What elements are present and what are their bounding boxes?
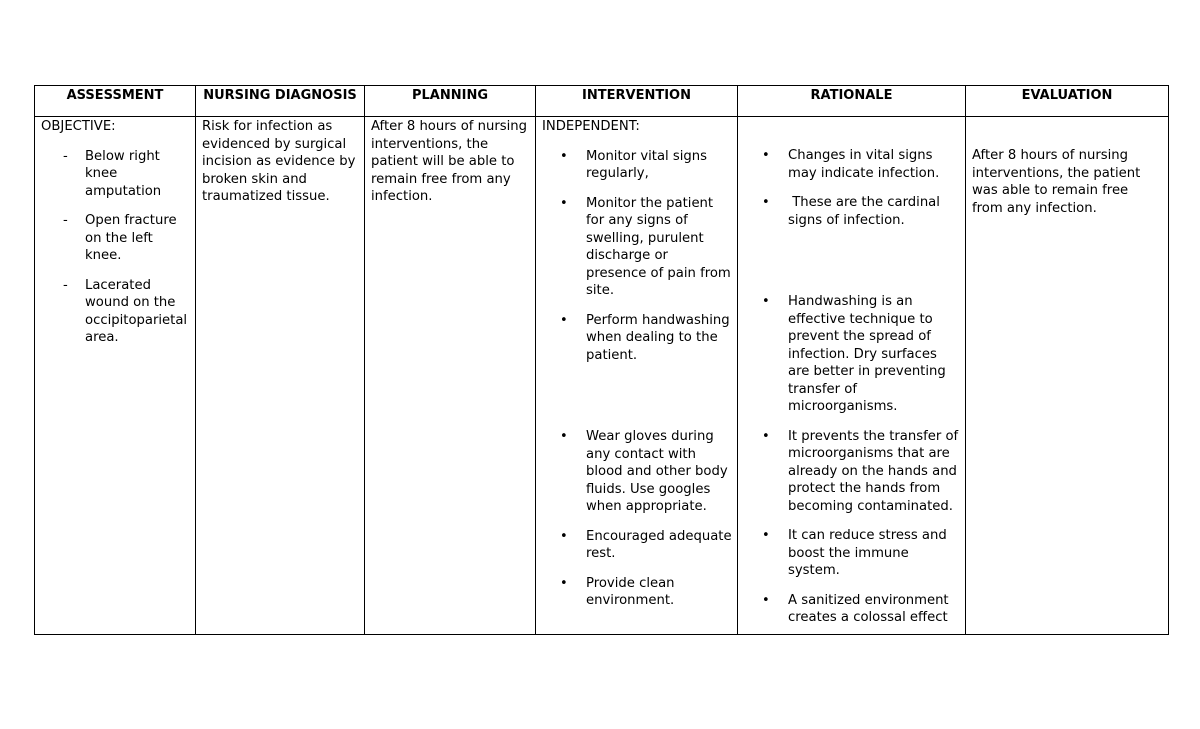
nursing-care-plan bbox=[34, 85, 1168, 635]
header-rationale: RATIONALE bbox=[738, 86, 966, 117]
header-planning: PLANNING bbox=[365, 86, 536, 117]
diagnosis-text: Risk for infection as evidenced by surgical incision as evidence by broken skin and traumatized tissue. bbox=[202, 119, 356, 204]
bullet-marker: • bbox=[762, 592, 770, 608]
rationale-cell bbox=[738, 117, 966, 635]
list-item: - Open fracture on the left knee. bbox=[63, 213, 177, 263]
list-item: • Encouraged adequate rest. bbox=[560, 528, 732, 561]
bullet-marker: • bbox=[560, 312, 568, 328]
content-row bbox=[35, 117, 1169, 635]
planning-text: After 8 hours of nursing interventions, the patient will be able to remain free from any infection. bbox=[371, 119, 528, 204]
list-item: • Wear gloves during any contact with blood and other body fluids. Use googles when appropriate. bbox=[560, 429, 728, 514]
header-intervention: INTERVENTION bbox=[536, 86, 738, 117]
dash-marker: - bbox=[63, 148, 68, 164]
list-item: • Monitor the patient for any signs of swelling, purulent discharge or presence of pain from site. bbox=[560, 195, 731, 298]
bullet-marker: • bbox=[762, 294, 770, 309]
care-plan-table bbox=[34, 85, 1169, 635]
list-item: • It can reduce stress and boost the immune system. bbox=[762, 528, 947, 578]
evaluation-text: After 8 hours of nursing interventions, the patient was able to remain free from any infection. bbox=[972, 148, 1141, 216]
assessment-cell bbox=[35, 117, 196, 635]
header-evaluation: EVALUATION bbox=[966, 86, 1169, 117]
bullet-marker: • bbox=[762, 148, 770, 163]
diagnosis-cell bbox=[196, 117, 365, 635]
bullet-marker: • bbox=[560, 528, 568, 544]
header-assessment: ASSESSMENT bbox=[35, 86, 196, 117]
list-item: • These are the cardinal signs of infection. bbox=[762, 195, 945, 228]
list-item: • Monitor vital signs regularly, bbox=[560, 148, 708, 181]
list-item: • Handwashing is an effective technique to prevent the spread of infection. Dry surfaces are better in preventing transfer of microorganisms. bbox=[762, 294, 946, 414]
bullet-marker: • bbox=[560, 148, 568, 164]
list-item: • Changes in vital signs may indicate infection. bbox=[762, 148, 940, 181]
header-row bbox=[35, 86, 1169, 117]
list-item: • It prevents the transfer of microorganisms that are already on the hands and protect the hands from becoming contaminated. bbox=[762, 428, 959, 514]
intervention-list bbox=[542, 148, 732, 610]
planning-cell bbox=[365, 117, 536, 635]
list-item: - Below right knee amputation bbox=[63, 148, 162, 199]
dash-marker: - bbox=[63, 277, 68, 293]
intervention-cell bbox=[536, 117, 738, 635]
header-nursing-diagnosis: NURSING DIAGNOSIS bbox=[196, 86, 365, 117]
bullet-marker: • bbox=[560, 575, 568, 591]
objective-label: OBJECTIVE: bbox=[41, 119, 116, 134]
list-item: • Provide clean environment. bbox=[560, 575, 675, 608]
bullet-marker: • bbox=[560, 429, 568, 444]
list-item: - Lacerated wound on the occipitoparietal area. bbox=[63, 277, 188, 345]
bullet-marker: • bbox=[762, 428, 770, 444]
list-item: • A sanitized environment creates a colossal effect bbox=[762, 592, 949, 625]
bullet-marker: • bbox=[762, 195, 770, 210]
independent-label: INDEPENDENT: bbox=[542, 119, 640, 134]
assessment-list bbox=[41, 148, 190, 347]
bullet-marker: • bbox=[762, 528, 770, 543]
list-item: • Perform handwashing when dealing to the patient. bbox=[560, 312, 730, 363]
evaluation-cell bbox=[966, 117, 1169, 635]
bullet-marker: • bbox=[560, 195, 568, 211]
dash-marker: - bbox=[63, 213, 68, 228]
rationale-list bbox=[744, 147, 960, 627]
